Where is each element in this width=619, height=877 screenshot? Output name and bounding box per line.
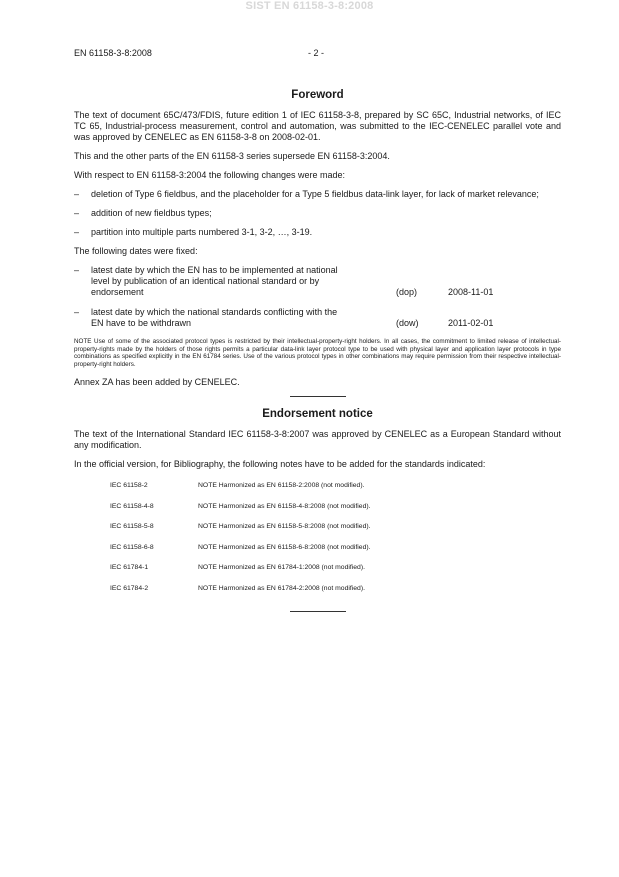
bibliography-list: [74, 480, 561, 603]
harmonized-note: NOTE Harmonized as EN 61158-4-8:2008 (not modified).: [198, 502, 371, 510]
standard-id: IEC 61158-6-8: [110, 543, 154, 551]
date-description: latest date by which the national standards conflicting with the EN have to be withdrawn: [91, 307, 338, 328]
harmonized-note: NOTE Harmonized as EN 61158-6-8:2008 (not modified).: [198, 543, 371, 551]
dash-bullet: –: [74, 227, 80, 237]
endorsement-paragraph-1: The text of the International Standard IEC 61158-3-8:2007 was approved by CENELEC as a European Standard without any modification.: [74, 429, 561, 451]
end-divider: [290, 611, 346, 612]
bibliography-row: [74, 562, 561, 583]
page-content: [74, 88, 561, 622]
ipr-note: NOTE Use of some of the associated protocol types is restricted by their intellectual-property-right holders. In all cases, the commitment to limited release of intellectual-property-rights made by the holders of those rights permits a particular data-link layer protocol type to be used with physical layer and application layer protocols in type combinations as specified explicitly in the EN 61784 series. Use of the various protocol types in other combinations may require permission from their respective intellectual-property-right holders.: [74, 338, 561, 368]
date-value: 2011-02-01: [448, 318, 494, 328]
annex-statement: Annex ZA has been added by CENELEC.: [74, 377, 240, 388]
date-description: latest date by which the EN has to be implemented at national level by publication of an identical national standard or by endorsement: [91, 265, 338, 297]
page-header: [74, 48, 546, 58]
foreword-paragraph-2: This and the other parts of the EN 61158-3 series supersede EN 61158-3:2004.: [74, 151, 390, 161]
change-text: addition of new fieldbus types;: [91, 208, 212, 218]
foreword-paragraph-3: With respect to EN 61158-3:2004 the following changes were made:: [74, 170, 345, 180]
bibliography-row: [74, 583, 561, 604]
change-item: [74, 227, 561, 238]
standard-id: IEC 61784-2: [110, 584, 149, 592]
harmonized-note: NOTE Harmonized as EN 61784-1:2008 (not modified).: [198, 564, 365, 572]
bibliography-row: [74, 480, 561, 501]
change-text: deletion of Type 6 fieldbus, and the placeholder for a Type 5 fieldbus data-link layer, for lack of market relevance;: [91, 189, 539, 199]
date-value: 2008-11-01: [448, 287, 494, 297]
bibliography-row: [74, 501, 561, 522]
section-divider: [290, 396, 346, 397]
bibliography-row: [74, 542, 561, 563]
foreword-paragraph-1: The text of document 65C/473/FDIS, future edition 1 of IEC 61158-3-8, prepared by SC 65C, Industrial networks, of IEC TC 65, Industrial-process measurement, control and automation, was submitted to the IEC-CENELEC parallel vote and was approved by CENELEC as EN 61158-3-8 on 2008-02-01.: [74, 110, 561, 142]
page-number: - 2 -: [308, 48, 325, 58]
dash-bullet: –: [74, 307, 80, 317]
harmonized-note: NOTE Harmonized as EN 61158-2:2008 (not modified).: [198, 482, 365, 490]
endorsement-title: Endorsement notice: [262, 408, 373, 421]
change-text: partition into multiple parts numbered 3-1, 3-2, …, 3-19.: [91, 227, 313, 237]
foreword-title: Foreword: [291, 89, 344, 101]
standard-id: IEC 61158-4-8: [110, 502, 154, 510]
document-id: EN 61158-3-8:2008: [74, 48, 152, 58]
endorsement-paragraph-2: In the official version, for Bibliography, the following notes have to be added for the standards indicated:: [74, 459, 486, 470]
dash-bullet: –: [74, 265, 80, 275]
standard-id: IEC 61158-2: [110, 482, 148, 490]
foreword-paragraph-4: The following dates were fixed:: [74, 246, 198, 256]
standard-id: IEC 61158-5-8: [110, 523, 154, 531]
date-code: (dop): [396, 287, 418, 297]
harmonized-note: NOTE Harmonized as EN 61158-5-8:2008 (not modified).: [198, 523, 371, 531]
date-row-dop: [74, 265, 561, 298]
harmonized-note: NOTE Harmonized as EN 61784-2:2008 (not modified).: [198, 584, 365, 592]
standard-id: IEC 61784-1: [110, 564, 149, 572]
watermark: SIST EN 61158-3-8:2008: [245, 0, 374, 12]
bibliography-row: [74, 521, 561, 542]
date-code: (dow): [396, 318, 419, 328]
change-item: [74, 208, 561, 219]
dash-bullet: –: [74, 208, 80, 218]
change-item: [74, 189, 561, 200]
dash-bullet: –: [74, 189, 80, 199]
date-row-dow: [74, 307, 561, 329]
